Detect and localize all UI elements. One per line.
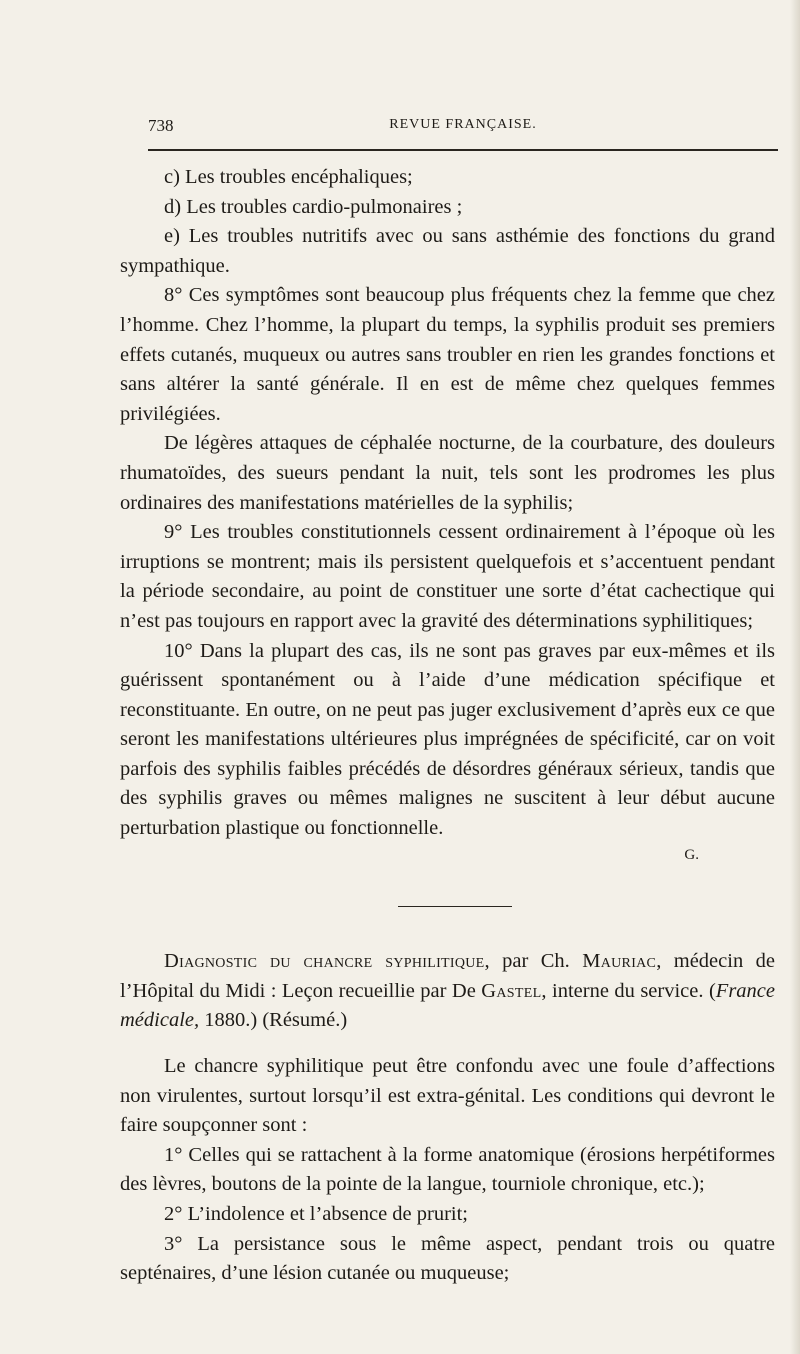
body-intro: Le chancre syphilitique peut être confondu avec une foule d’affections non virulentes, surtout lorsqu’il est extra-génital. Les conditions qui devront le faire soupçonner sont : bbox=[120, 1055, 775, 1137]
article-author: Mauriac bbox=[582, 950, 657, 973]
article-heading bbox=[120, 947, 775, 1036]
list-item-c: c) Les troubles encéphaliques; bbox=[164, 166, 413, 188]
signature: G. bbox=[684, 846, 699, 863]
article-source-open: ( bbox=[708, 979, 716, 1002]
page-number: 738 bbox=[148, 116, 174, 135]
paragraph-10: 10° Dans la plupart des cas, ils ne sont pas graves par eux-mêmes et ils guérissent spontanément ou à l’aide d’une médication spécifique et reconstituante. En outre, on ne peut pas juger exclusivement d’après eux ce que seront les manifestations ultérieures plus imprégnées de spécificité, car on voit parfois des syphilis faibles précédés de désordres généraux sérieux, tandis que des syphilis graves ou mêmes malignes ne suscitent à leur début aucune perturbation plastique ou fonctionnelle. bbox=[120, 639, 775, 840]
condition-2: 2° L’indolence et l’absence de prurit; bbox=[164, 1203, 469, 1225]
running-title: REVUE FRANÇAISE. bbox=[389, 117, 537, 132]
running-header bbox=[148, 116, 778, 140]
main-text bbox=[120, 163, 775, 1289]
article-role: , interne du service. bbox=[541, 979, 704, 1002]
article-by: , par Ch. bbox=[484, 950, 583, 973]
page-edge-shadow bbox=[790, 0, 800, 1354]
condition-3: 3° La persistance sous le même aspect, pendant trois ou quatre septénaires, d’une lésion cutanée ou muqueuse; bbox=[120, 1232, 775, 1285]
condition-1: 1° Celles qui se rattachent à la forme anatomique (érosions herpétiformes des lèvres, boutons de la pointe de la langue, tourniole chronique, etc.); bbox=[120, 1143, 775, 1196]
paragraph-8: 8° Ces symptômes sont beaucoup plus fréquents chez la femme que chez l’homme. Chez l’homme, la plupart du temps, la syphilis produit ses premiers effets cutanés, muqueux ou autres sans troubler en rien les grandes fonctions et sans altérer la santé générale. Il en est de même chez quelques femmes privilégiées. bbox=[120, 284, 775, 425]
header-rule bbox=[148, 149, 778, 151]
article-source-journal: France médicale, bbox=[120, 979, 775, 1032]
article-affiliation: , médecin de l’Hôpital du Midi : Leçon recueillie par De bbox=[120, 950, 775, 1002]
article-collaborator: Gastel bbox=[481, 979, 542, 1002]
article-source-rest: 1880.) (Résumé.) bbox=[199, 1009, 348, 1032]
paragraph-9: 9° Les troubles constitutionnels cessent ordinairement à l’époque où les irruptions se montrent; mais ils persistent quelquefois et s’accentuent pendant la période secondaire, au point de constituer une sorte d’état cachectique qui n’est pas toujours en rapport avec la gravité des déterminations syphilitiques; bbox=[120, 521, 775, 632]
article-title: Diagnostic du chancre syphilitique bbox=[164, 950, 485, 973]
list-item-d: d) Les troubles cardio-pulmonaires ; bbox=[164, 195, 463, 218]
paragraph-prodromes: De légères attaques de céphalée nocturne, de la courbature, des douleurs rhumatoïdes, des sueurs pendant la nuit, tels sont les prodromes les plus ordinaires des manifestations matérielles de la syphilis; bbox=[120, 432, 775, 514]
list-item-e: e) Les troubles nutritifs avec ou sans asthémie des fonctions du grand sympathique. bbox=[120, 225, 775, 277]
